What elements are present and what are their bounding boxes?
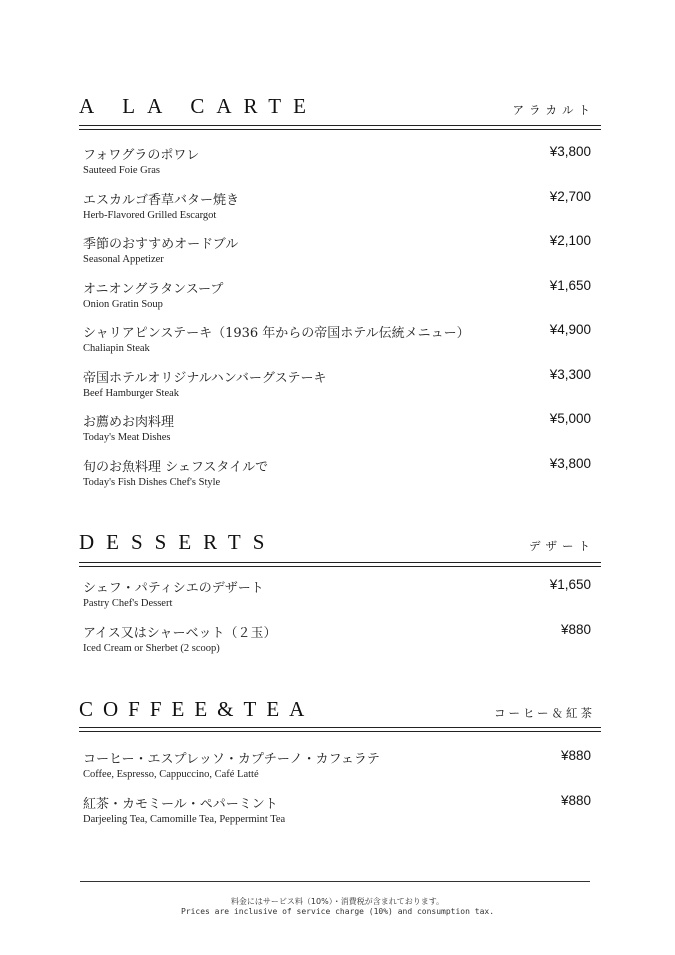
footer-divider (80, 881, 590, 882)
menu-item (83, 793, 597, 838)
divider (79, 562, 601, 563)
item-name-jp: 季節のおすすめオードブル (83, 237, 239, 252)
menu-item (83, 322, 597, 367)
item-name-jp: シェフ・パティシエのデザート (83, 581, 264, 596)
menu-list (83, 577, 597, 668)
item-price: ¥3,800 (549, 455, 591, 471)
menu-item (83, 233, 597, 278)
item-price: ¥1,650 (549, 577, 591, 592)
divider (79, 731, 601, 732)
item-name-jp: エスカルゴ香草バター焼き (83, 192, 240, 208)
item-price: ¥5,000 (549, 411, 591, 426)
menu-item (83, 367, 597, 412)
section-title: A LA CARTE (79, 94, 318, 118)
item-name-en: Darjeeling Tea, Camomille Tea, Peppermint Tea (83, 813, 286, 825)
item-name-jp: 帝国ホテルオリジナルハンバーグステーキ (83, 370, 327, 386)
item-name-en: Onion Gratin Soup (83, 298, 163, 310)
menu-item (83, 144, 597, 189)
item-name-en: Seasonal Appetizer (83, 254, 164, 265)
section-title-jp: アラカルト (512, 103, 595, 117)
item-name-jp: コーヒー・エスプレッソ・カプチーノ・カフェラテ (83, 752, 380, 767)
item-price: ¥3,800 (549, 144, 591, 159)
divider (79, 125, 601, 126)
section-title-jp: デザート (529, 539, 595, 553)
divider (79, 727, 601, 728)
item-price: ¥880 (560, 748, 591, 763)
item-price: ¥880 (560, 621, 591, 637)
item-name-jp: シャリアピンステーキ（1936 年からの帝国ホテル伝統メニュー） (83, 326, 470, 341)
item-name-jp: アイス又はシャーベット（２玉） (83, 625, 277, 641)
menu-item (83, 189, 597, 234)
menu-item (83, 622, 597, 668)
section-title: DESSERTS (79, 530, 277, 554)
item-name-en: Herb-Flavored Grilled Escargot (83, 209, 217, 221)
item-name-en: Sauteed Foie Gras (83, 165, 160, 176)
section-title-jp: コーヒー＆紅茶 (493, 706, 595, 720)
item-name-jp: フォワグラのポワレ (83, 148, 200, 163)
divider (79, 566, 601, 567)
menu-item (83, 278, 597, 323)
item-name-jp: 旬のお魚料理 シェフスタイルで (83, 459, 269, 475)
item-name-jp: オニオングラタンスープ (83, 281, 224, 297)
footer-note-jp: 料金にはサービス料（10%）・消費税が含まれております。 (230, 897, 445, 906)
item-name-en: Pastry Chef's Dessert (83, 598, 173, 609)
menu-list (83, 748, 597, 837)
menu-item (83, 456, 597, 501)
item-name-jp: お薦めお肉料理 (83, 415, 175, 430)
menu-item (83, 411, 597, 456)
item-price: ¥2,100 (549, 233, 591, 248)
item-name-en: Beef Hamburger Steak (83, 387, 180, 399)
item-name-en: Today's Fish Dishes Chef's Style (83, 476, 221, 488)
item-price: ¥4,900 (549, 322, 591, 337)
section-title: COFFEE&TEA (79, 697, 315, 721)
footer-note-en: Prices are inclusive of service charge (10%) and consumption tax. (180, 907, 495, 916)
item-name-en: Coffee, Espresso, Cappuccino, Café Latté (83, 769, 259, 780)
item-price: ¥2,700 (549, 188, 591, 204)
divider (79, 129, 601, 130)
item-price: ¥1,650 (549, 277, 591, 293)
menu-list (83, 144, 597, 500)
item-name-en: Iced Cream or Sherbet (2 scoop) (83, 642, 220, 654)
item-price: ¥880 (560, 792, 591, 808)
item-name-en: Chaliapin Steak (83, 343, 150, 354)
item-price: ¥3,300 (549, 366, 591, 382)
item-name-jp: 紅茶・カモミール・ペパーミント (83, 796, 278, 812)
menu-item (83, 577, 597, 622)
menu-item (83, 748, 597, 793)
item-name-en: Today's Meat Dishes (83, 432, 171, 443)
